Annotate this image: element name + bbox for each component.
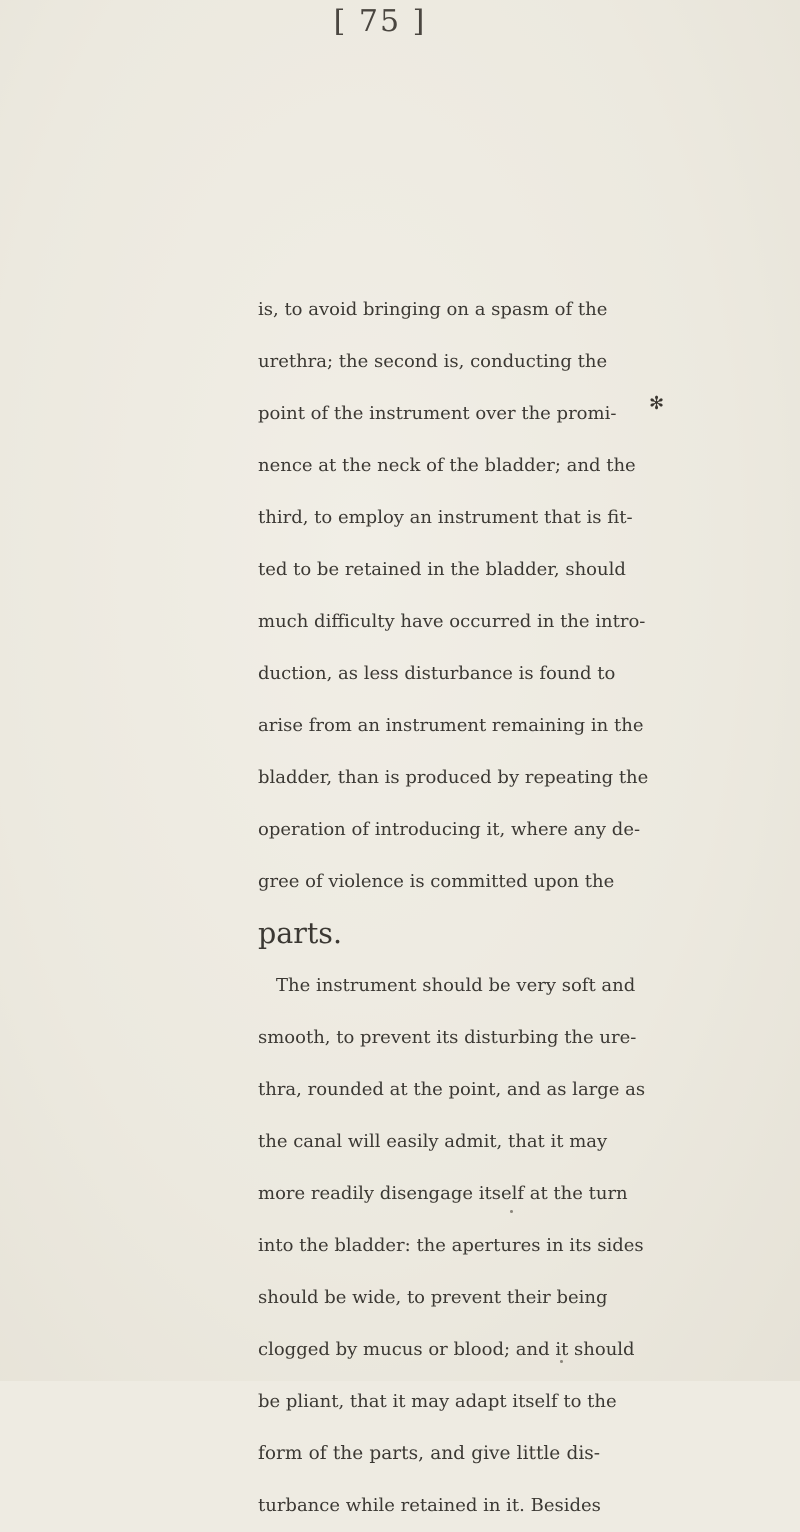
text-line: much difficulty have occurred in the intro-: [258, 611, 646, 632]
text-line: duction, as less disturbance is found to: [258, 663, 616, 684]
text-line: third, to employ an instrument that is fit-: [258, 507, 633, 528]
text-line: urethra; the second is, conducting the: [258, 351, 608, 372]
paper-speck: [560, 1360, 563, 1363]
text-line: the canal will easily admit, that it may: [258, 1131, 608, 1152]
paper-speck: [510, 1210, 513, 1213]
text-line: should be wide, to prevent their being: [258, 1287, 608, 1308]
text-line: parts.: [258, 917, 342, 950]
text-line: clogged by mucus or blood; and it should: [258, 1339, 635, 1360]
text-line: be pliant, that it may adapt itself to the: [258, 1391, 617, 1412]
text-line: form of the parts, and give little dis-: [258, 1443, 600, 1464]
text-line: gree of violence is committed upon the: [258, 871, 615, 892]
text-line: more readily disengage itself at the turn: [258, 1183, 628, 1204]
text-line: point of the instrument over the promi-: [258, 403, 617, 424]
text-line: ted to be retained in the bladder, should: [258, 559, 626, 580]
text-line: The instrument should be very soft and: [276, 975, 636, 996]
text-line: thra, rounded at the point, and as large as: [258, 1079, 646, 1100]
margin-ornament: ✻: [649, 393, 665, 414]
page-number: [ 75 ]: [333, 4, 427, 39]
text-line: is, to avoid bringing on a spasm of the: [258, 299, 608, 320]
text-line: operation of introducing it, where any de-: [258, 819, 641, 840]
text-line: arise from an instrument remaining in the: [258, 715, 644, 736]
text-line: smooth, to prevent its disturbing the ure-: [258, 1027, 637, 1048]
text-line: into the bladder: the apertures in its sides: [258, 1235, 644, 1256]
text-line: turbance while retained in it. Besides: [258, 1495, 601, 1516]
text-line: nence at the neck of the bladder; and the: [258, 455, 636, 476]
text-line: bladder, than is produced by repeating the: [258, 767, 649, 788]
